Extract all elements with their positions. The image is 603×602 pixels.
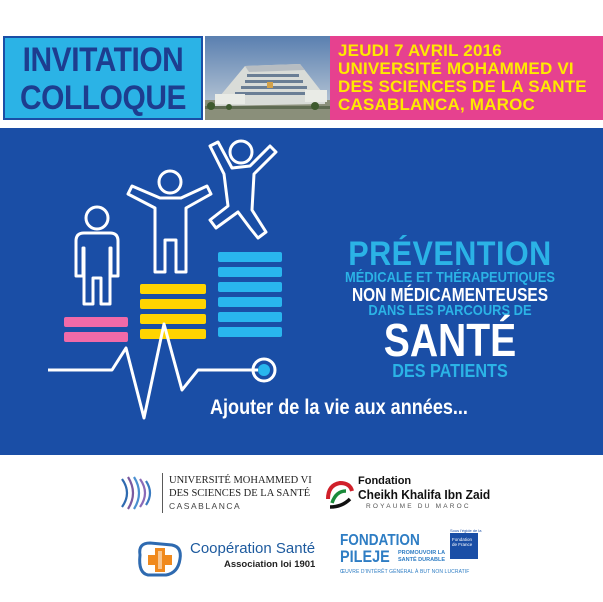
colloque-title: COLLOQUE xyxy=(19,79,187,117)
umvi-logo xyxy=(114,471,314,515)
title-non-medicamenteuses: NON MÉDICAMENTEUSES xyxy=(351,285,549,305)
fckz-line2: Cheikh Khalifa Ibn Zaid xyxy=(358,487,491,502)
title-dans-parcours: DANS LES PARCOURS DE xyxy=(368,302,532,319)
title-patients: DES PATIENTS xyxy=(392,361,508,381)
university-building-photo xyxy=(205,36,330,120)
cooperation-sante-logo xyxy=(134,535,334,583)
colloque-title-block xyxy=(320,235,580,381)
yellow-bars xyxy=(140,284,206,339)
fondation-de-france-text: Fondation de France xyxy=(452,537,473,547)
umvi-name-line2: DES SCIENCES DE LA SANTÉ xyxy=(169,488,311,499)
event-city: CASABLANCA, MAROC xyxy=(338,95,535,114)
fondation-cheikh-khalifa-logo xyxy=(322,475,512,519)
child-figure-jumping xyxy=(210,141,276,238)
cooperation-cross-icon xyxy=(134,535,186,583)
umvi-name-line1: UNIVERSITÉ MOHAMMED VI xyxy=(169,475,312,486)
event-details-box xyxy=(330,36,603,120)
pileje-badge-caption: Sous l'égide de la xyxy=(450,528,482,533)
title-medicale: MÉDICALE ET THÉRAPEUTIQUES xyxy=(344,269,556,286)
pileje-bottom-text: ŒUVRE D'INTÉRÊT GÉNÉRAL À BUT NON LUCRATIF xyxy=(340,569,470,575)
coop-name: Coopération Santé xyxy=(190,540,316,557)
pileje-tagline: PROMOUVOIR LA SANTÉ DURABLE xyxy=(398,550,446,563)
event-venue-line1: UNIVERSITÉ MOHAMMED VI xyxy=(338,59,574,78)
pink-bars xyxy=(64,317,128,342)
event-date: JEUDI 7 AVRIL 2016 xyxy=(338,41,502,60)
partner-logos xyxy=(0,455,603,602)
fondation-de-france-badge xyxy=(450,533,478,559)
header-banner xyxy=(0,0,603,128)
invitation-title: INVITATION xyxy=(22,41,184,79)
umvi-separator xyxy=(162,473,163,513)
coop-association: Association loi 1901 xyxy=(224,559,316,570)
invitation-colloque-box xyxy=(3,36,203,120)
cyan-bars xyxy=(218,252,282,337)
title-prevention: PRÉVENTION xyxy=(348,235,552,273)
fondation-pileje-logo xyxy=(340,528,482,583)
fckz-emblem-icon xyxy=(322,477,356,511)
umvi-emblem-icon xyxy=(114,471,158,515)
tagline: Ajouter de la vie aux années... xyxy=(210,396,468,419)
fckz-line3: ROYAUME DU MAROC xyxy=(366,503,471,510)
umvi-text xyxy=(169,474,329,512)
pileje-name: PILEJE xyxy=(340,547,390,566)
fckz-line1: Fondation xyxy=(358,475,412,487)
child-figure-standing xyxy=(76,207,118,304)
umvi-city: CASABLANCA xyxy=(169,501,242,511)
pileje-fondation: FONDATION xyxy=(340,532,420,549)
event-venue-line2: DES SCIENCES DE LA SANTE xyxy=(338,77,587,96)
main-blue-panel xyxy=(0,128,603,455)
child-figure-arms-up xyxy=(128,171,211,272)
title-sante: SANTÉ xyxy=(383,314,517,366)
